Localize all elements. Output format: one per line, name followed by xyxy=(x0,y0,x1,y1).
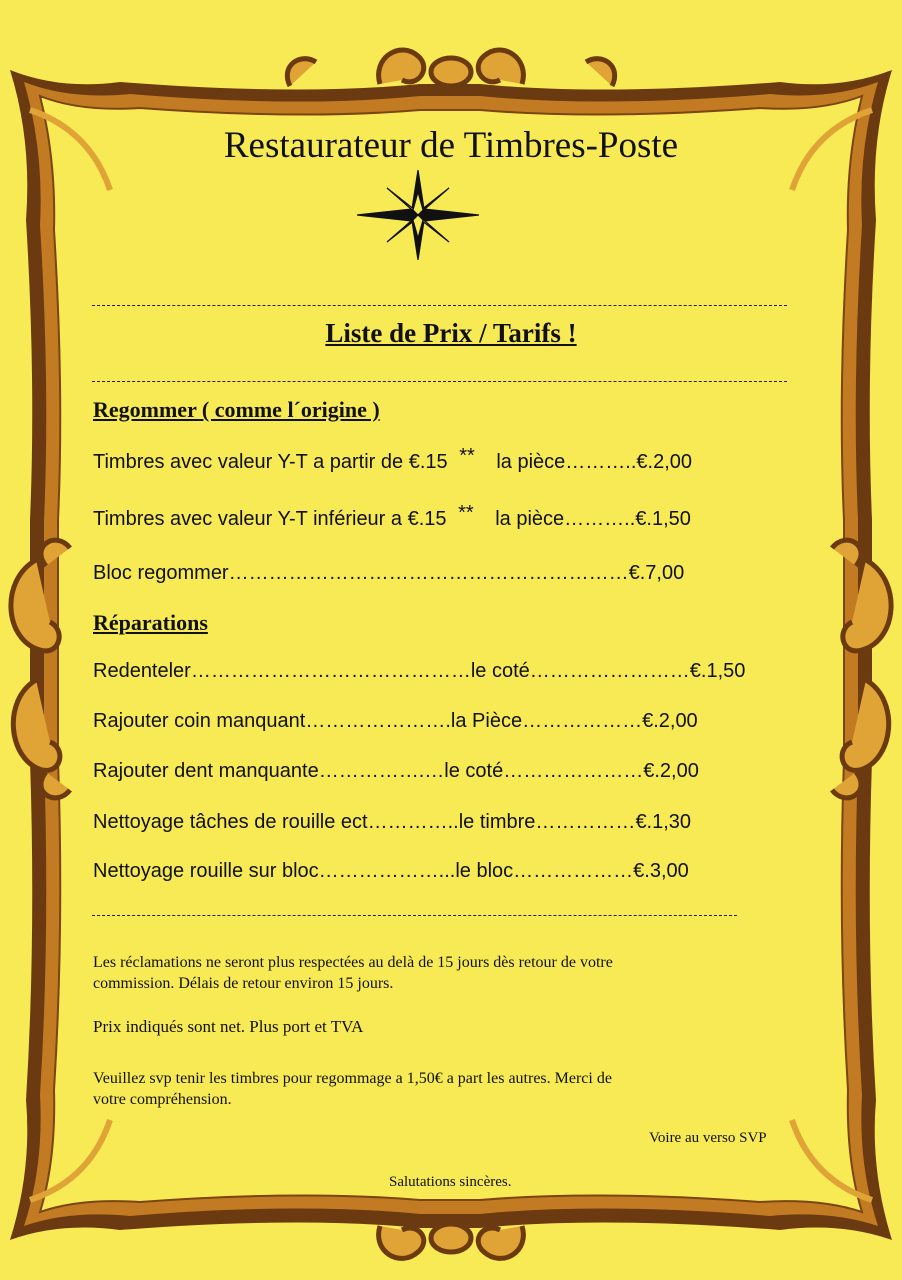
row-unit: la pièce……….. xyxy=(495,508,636,530)
row-label: Rajouter dent manquante…………….… xyxy=(93,760,445,782)
row-unit: la pièce……….. xyxy=(496,451,637,473)
section-title-regommer: Regommer ( comme l´origine ) xyxy=(93,397,380,422)
price-row xyxy=(93,760,699,783)
note-salutations: Salutations sincères. xyxy=(389,1174,512,1190)
row-stars: ** xyxy=(459,445,475,467)
page-title: Restaurateur de Timbres-Poste xyxy=(223,125,679,166)
price-row xyxy=(93,710,698,733)
divider xyxy=(92,915,737,916)
price-row xyxy=(93,860,689,883)
row-unit: le bloc……………… xyxy=(455,860,634,882)
note-prix: Prix indiqués sont net. Plus port et TVA xyxy=(93,1017,364,1036)
section-title-reparations: Réparations xyxy=(93,610,208,635)
row-unit: la Pièce……………… xyxy=(450,710,643,732)
note-verso: Voire au verso SVP xyxy=(649,1130,767,1146)
divider xyxy=(92,381,787,382)
row-stars: ** xyxy=(458,502,474,524)
row-label: Redenteler…………………………………… xyxy=(93,660,471,682)
row-label: Timbres avec valeur Y-T a partir de €.15 xyxy=(93,451,448,473)
price-list-heading: Liste de Prix / Tarifs ! xyxy=(325,318,577,348)
row-price: €.7,00 xyxy=(628,562,685,584)
row-price: €.2,00 xyxy=(643,760,699,782)
row-label: Rajouter coin manquant…………………. xyxy=(93,710,451,732)
row-label: Bloc regommer…………………………………………………… xyxy=(93,562,629,584)
row-label: Timbres avec valeur Y-T inférieur a €.15 xyxy=(93,508,447,530)
note-reclamations: Les réclamations ne seront plus respectées au delà de 15 jours dès retour de votre commission. Délais de retour environ 15 jours. xyxy=(93,954,613,992)
divider xyxy=(92,305,787,306)
row-unit: le timbre…………… xyxy=(458,811,636,833)
price-row xyxy=(93,445,692,474)
note-regommage: Veuillez svp tenir les timbres pour regommage a 1,50€ a part les autres. Merci de votre compréhension. xyxy=(93,1070,612,1108)
row-label: Nettoyage tâches de rouille ect………….. xyxy=(93,811,459,833)
row-unit: le coté………………… xyxy=(444,760,644,782)
row-price: €.3,00 xyxy=(633,860,689,882)
row-price: €.1,50 xyxy=(689,660,746,682)
row-price: €.1,30 xyxy=(635,811,692,833)
row-price: €.2,00 xyxy=(642,710,698,732)
row-price: €.1,50 xyxy=(635,508,691,530)
row-label: Nettoyage rouille sur bloc………………... xyxy=(93,860,456,882)
price-row xyxy=(93,811,691,834)
compass-rose-icon xyxy=(357,170,479,260)
row-price: €.2,00 xyxy=(636,451,692,473)
row-unit: le coté…………………… xyxy=(470,660,690,682)
price-row xyxy=(93,562,684,585)
price-row xyxy=(93,660,745,683)
price-row xyxy=(93,502,691,531)
